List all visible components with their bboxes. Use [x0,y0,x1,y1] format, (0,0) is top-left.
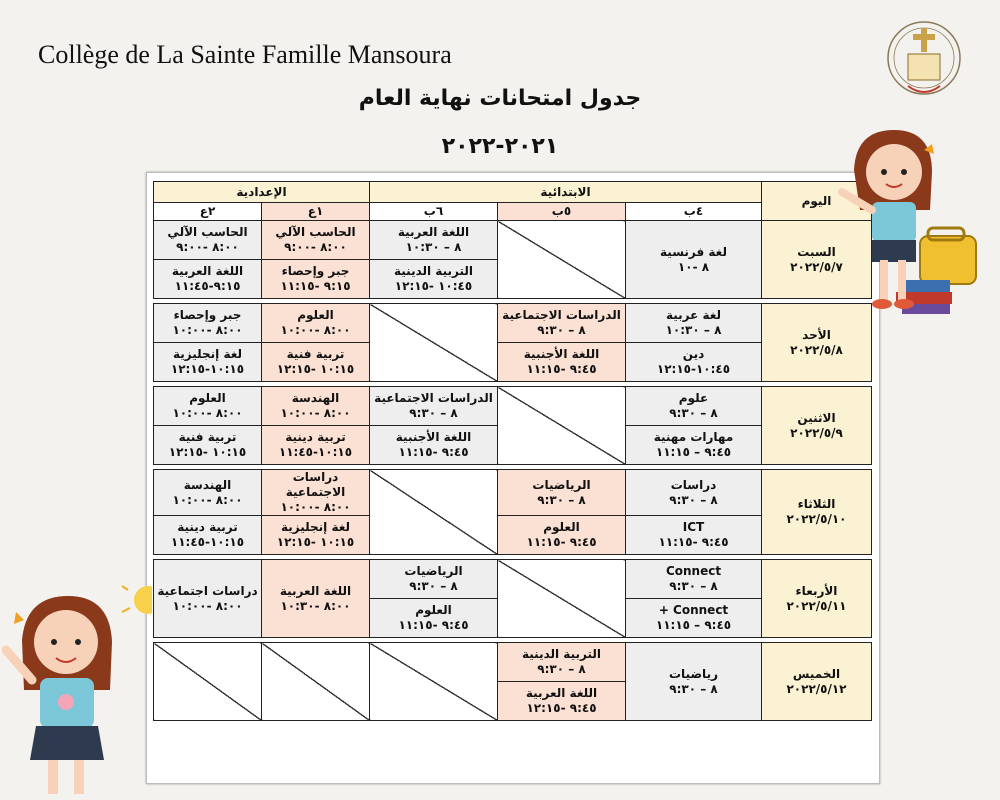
exam-cell-2a [154,426,262,465]
day-header: اليوم [762,182,872,221]
day-date: ٢٠٢٢/٥/١٢ [786,681,847,696]
prep-header: الإعدادية [154,182,370,203]
primary-header: الابتدائية [370,182,762,203]
exam-cell-4b-time: ٨ – ٩:٣٠ [669,681,718,696]
exam-cell-5b [498,343,626,382]
day-name: الثلاثاء [797,497,836,511]
exam-cell-5b-time: ٨ – ٩:٣٠ [537,492,586,507]
exam-cell-4b-subject: مهارات مهنية [653,430,734,444]
day-date: ٢٠٢٢/٥/٧ [790,259,843,274]
day-name: الأربعاء [795,583,838,598]
exam-cell-4b-subject: دراسات [670,477,717,492]
exam-cell-5b-subject: اللغة الأجنبية [523,347,600,361]
day-date: ٢٠٢٢/٥/١٠ [786,512,847,526]
exam-cell-4b-subject: ICT [682,520,705,534]
exam-cell-1a-time: ٩:١٥ -١١:١٥ [280,279,351,293]
exam-schedule-table [153,181,872,721]
exam-cell-5b-subject: الرياضيات [532,477,591,492]
day-name: الأحد [802,327,831,342]
exam-cell-1a-time: ١٠:١٥-١١:٤٥ [278,445,353,459]
exam-cell-4b [626,426,762,465]
exam-cell-2a [154,221,262,260]
exam-cell-6b-subject: الرياضيات [404,564,463,578]
exam-cell-1a-time: ٨:٠٠ -١٠:٣٠ [280,598,351,613]
exam-cell-4b-time: ٨ -١٠ [677,259,710,274]
exam-cell-2a-time: ٨:٠٠ -١٠:٠٠ [172,323,243,337]
grade-header-6b: ٦ب [370,203,498,221]
exam-cell-2a-time: ٨:٠٠ -١٠:٠٠ [172,492,243,507]
exam-cell-2a [154,516,262,555]
exam-cell-2a [154,387,262,426]
exam-cell-1a-time: ٨:٠٠ -١٠:٠٠ [280,323,351,337]
exam-cell-5b-subject: التربية الدينية [522,647,601,661]
exam-cell-1a [262,343,370,382]
exam-cell-6b-subject: الدراسات الاجتماعية [374,391,493,405]
exam-cell-2a-subject: العلوم [189,391,226,405]
exam-cell-1a-subject: لغة إنجليزية [280,520,351,534]
exam-cell-2a-time: ٨:٠٠ -٩:٠٠ [176,240,239,254]
exam-cell-5b [498,682,626,721]
exam-schedule-sheet [146,172,880,784]
girl-with-books-illustration [836,120,986,320]
exam-cell-5b-time: ٩:٤٥ -١١:١٥ [526,535,597,549]
exam-cell-1a-subject: الحاسب الآلي [275,225,356,239]
exam-cell-2a-subject: لغة إنجليزية [172,347,243,361]
exam-cell-1a-time: ١٠:١٥ -١٢:١٥ [276,362,355,376]
exam-cell-2a-subject: تربية دينية [177,520,238,534]
exam-cell-1a-subject: اللغة العربية [279,583,352,598]
exam-cell-2a-subject: اللغة العربية [171,264,244,278]
no-exam-cell [262,643,370,721]
exam-cell-4b-time: ٩:٤٥ – ١١:١٥ [655,618,732,632]
exam-cell-5b [498,643,626,682]
grade-header-4b: ٤ب [626,203,762,221]
page-title: جدول امتحانات نهاية العام [358,86,642,111]
exam-cell-4b-time: ٩:٤٥ -١١:١٥ [658,535,729,549]
exam-cell-1a [262,516,370,555]
exam-cell-2a-subject: الحاسب الآلي [167,225,248,239]
day-date: ٢٠٢٢/٥/٩ [790,425,843,440]
exam-cell-4b-time: ٩:٤٥ – ١١:١٥ [655,445,732,459]
exam-cell-1a-subject: الهندسة [291,391,340,405]
exam-cell-4b-subject: Connect + [658,603,729,617]
exam-cell-6b-subject: اللغة العربية [397,225,470,239]
exam-cell-1a [262,387,370,426]
exam-cell-2a-time: ١٠:١٥ -١٢:١٥ [168,445,247,459]
exam-cell-4b-time: ٨ – ٩:٣٠ [669,492,718,507]
girl-with-lightbulb-illustration [2,580,152,800]
exam-cell-5b [498,516,626,555]
exam-cell-1a [262,426,370,465]
exam-cell-4b-time: ٨ – ٩:٣٠ [669,579,718,593]
exam-cell-1a-time: ٨:٠٠ -٩:٠٠ [284,240,347,254]
grade-header-5b: ٥ب [498,203,626,221]
exam-cell-1a-time: ٨:٠٠ -١٠:٠٠ [280,406,351,420]
no-exam-cell [154,643,262,721]
exam-cell-2a-subject: دراسات اجتماعية [157,583,258,598]
exam-cell-2a-time: ١٠:١٥-١٢:١٥ [170,362,245,376]
no-exam-cell [498,387,626,465]
exam-cell-5b-subject: الدراسات الاجتماعية [502,308,621,322]
exam-cell-6b-time: ١٠:٤٥ -١٢:١٥ [394,279,473,293]
exam-cell-6b-subject: اللغة الأجنبية [395,430,472,444]
exam-cell-6b-time: ٨ – ٩:٣٠ [409,579,458,593]
day-name: الخميس [792,666,841,681]
exam-cell-4b [626,643,762,721]
exam-cell-5b-time: ٨ – ٩:٣٠ [537,662,586,676]
exam-cell-4b [626,343,762,382]
exam-cell-2a-time: ٩:١٥-١١:٤٥ [174,279,241,293]
exam-cell-4b [626,304,762,343]
exam-cell-1a-subject: جبر وإحصاء [281,264,350,278]
exam-cell-4b [626,599,762,638]
exam-cell-6b-time: ٩:٤٥ -١١:١٥ [398,618,469,632]
exam-cell-2a [154,343,262,382]
grade-header-2a: ٢ع [154,203,262,221]
school-name: Collège de La Sainte Famille Mansoura [38,40,452,69]
no-exam-cell [498,221,626,299]
no-exam-cell [370,470,498,555]
exam-cell-4b-subject: Connect [665,564,722,578]
exam-cell-1a [262,221,370,260]
exam-cell-2a-subject: جبر وإحصاء [173,308,242,322]
exam-cell-2a-time: ٨:٠٠ -١٠:٠٠ [172,406,243,420]
exam-cell-5b-time: ٨ – ٩:٣٠ [537,323,586,337]
day-cell [762,387,872,465]
exam-cell-6b-subject: العلوم [415,603,452,617]
no-exam-cell [498,560,626,638]
exam-cell-1a-subject: تربية دينية [285,430,346,444]
exam-cell-1a-subject: تربية فنية [286,347,345,361]
day-date: ٢٠٢٢/٥/٨ [790,342,843,357]
exam-cell-1a-time: ١٠:١٥ -١٢:١٥ [276,535,355,549]
day-date: ٢٠٢٢/٥/١١ [786,598,847,613]
exam-cell-2a [154,304,262,343]
day-name: السبت [797,244,836,259]
exam-cell-5b [498,304,626,343]
exam-cell-2a-time: ٨:٠٠ -١٠:٠٠ [172,598,243,613]
exam-cell-6b [370,387,498,426]
academic-years: ٢٠٢١-٢٠٢٢ [441,134,559,159]
exam-cell-6b-time: ٩:٤٥ -١١:١٥ [398,445,469,459]
exam-cell-2a [154,560,262,638]
no-exam-cell [370,304,498,382]
exam-cell-4b [626,470,762,516]
exam-cell-4b-subject: رياضيات [669,666,718,681]
exam-cell-4b-time: ٨ – ٩:٣٠ [669,406,718,420]
exam-cell-4b [626,221,762,299]
exam-cell-6b [370,426,498,465]
exam-cell-2a-subject: تربية فنية [178,430,237,444]
exam-cell-2a [154,470,262,516]
exam-cell-4b-subject: لغة عربية [665,308,722,322]
exam-cell-4b-time: ٨ – ١٠:٣٠ [665,323,722,337]
exam-cell-2a-time: ١٠:١٥-١١:٤٥ [170,535,245,549]
exam-cell-2a [154,260,262,299]
exam-cell-4b-subject: علوم [678,391,709,405]
exam-cell-4b-time: ١٠:٤٥-١٢:١٥ [656,362,731,376]
exam-cell-4b [626,516,762,555]
exam-cell-1a [262,470,370,516]
exam-cell-2a-subject: الهندسة [183,477,232,492]
exam-cell-6b [370,221,498,260]
exam-cell-1a-subject: العلوم [297,308,334,322]
exam-cell-5b-subject: العلوم [543,520,580,534]
exam-cell-6b-time: ٨ – ١٠:٣٠ [405,240,462,254]
exam-cell-4b-subject: دين [682,347,705,361]
exam-cell-6b-time: ٨ – ٩:٣٠ [409,406,458,420]
day-cell [762,560,872,638]
exam-cell-4b-subject: لغة فرنسية [660,244,727,259]
exam-cell-4b [626,387,762,426]
grade-header-1a: ١ع [262,203,370,221]
day-cell [762,470,872,555]
exam-cell-4b [626,560,762,599]
exam-cell-5b-time: ٩:٤٥ -١٢:١٥ [526,701,597,715]
day-cell [762,643,872,721]
exam-cell-6b [370,260,498,299]
exam-cell-5b-time: ٩:٤٥ -١١:١٥ [526,362,597,376]
exam-cell-6b-subject: التربية الدينية [394,264,473,278]
exam-cell-5b-subject: اللغة العربية [525,686,598,700]
exam-cell-6b [370,599,498,638]
exam-cell-1a [262,260,370,299]
exam-cell-5b [498,470,626,516]
exam-cell-1a-subject: دراسات الاجتماعية [285,470,346,499]
day-name: الاثنين [797,410,836,425]
exam-cell-1a-time: ٨:٠٠ -١٠:٠٠ [280,500,351,514]
exam-cell-6b [370,560,498,599]
exam-cell-1a [262,304,370,343]
no-exam-cell [370,643,498,721]
exam-cell-1a [262,560,370,638]
